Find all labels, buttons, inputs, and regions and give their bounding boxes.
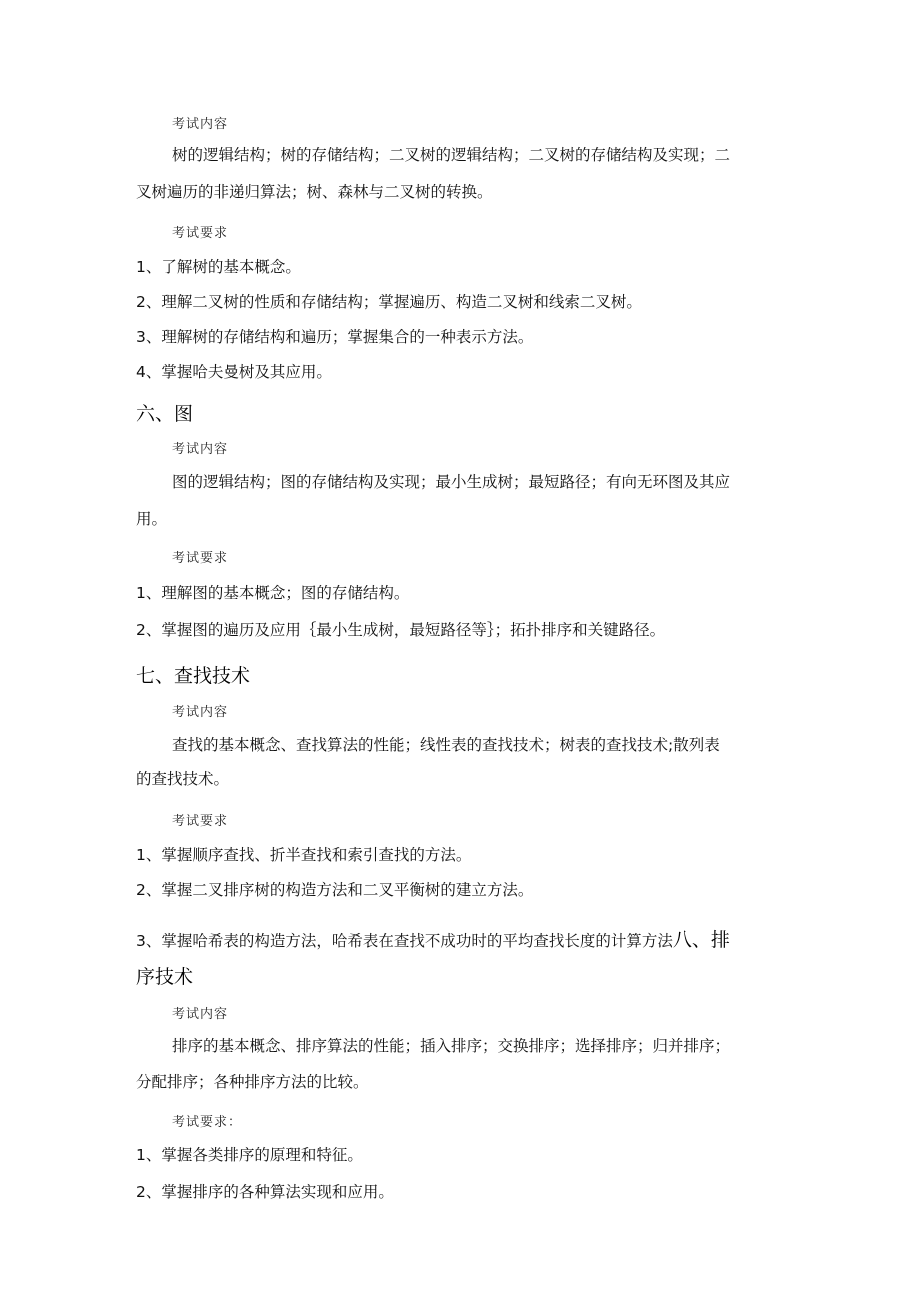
requirement-item: 1、理解图的基本概念；图的存储结构。	[136, 584, 410, 602]
requirement-item: 3、掌握哈希表的构造方法，哈希表在查找不成功时的平均查找长度的计算方法	[136, 932, 673, 950]
requirement-item-with-heading	[136, 925, 730, 952]
content-text-line: 查找的基本概念、查找算法的性能；线性表的查找技术；树表的查找技术;散列表	[172, 736, 720, 754]
requirement-label: 考试要求	[172, 814, 229, 829]
requirement-item: 1、掌握顺序查找、折半查找和索引查找的方法。	[136, 846, 472, 864]
requirement-item: 3、理解树的存储结构和遍历；掌握集合的一种表示方法。	[136, 328, 534, 346]
content-text-line: 分配排序；各种排序方法的比较。	[136, 1073, 369, 1091]
content-label: 考试内容	[172, 442, 229, 457]
requirement-label: 考试要求	[172, 226, 229, 241]
section-heading: 七、查找技术	[136, 665, 251, 687]
content-text-line: 排序的基本概念、排序算法的性能；插入排序；交换排序；选择排序；归并排序；	[172, 1037, 731, 1055]
requirement-item: 4、掌握哈夫曼树及其应用。	[136, 363, 332, 381]
content-text-line: 叉树遍历的非递归算法；树、森林与二叉树的转换。	[136, 183, 493, 201]
section-heading-continued: 序技术	[136, 966, 194, 988]
requirement-item: 2、掌握二叉排序树的构造方法和二叉平衡树的建立方法。	[136, 881, 534, 899]
section-heading: 六、图	[136, 403, 194, 425]
requirement-item: 2、掌握图的遍历及应用｛最小生成树，最短路径等｝；拓扑排序和关键路径。	[136, 621, 666, 639]
content-text-line: 的查找技术。	[136, 770, 230, 788]
requirement-label: 考试要求	[172, 551, 229, 566]
content-label: 考试内容	[172, 1007, 229, 1022]
content-label: 考试内容	[172, 705, 229, 720]
requirement-item: 1、了解树的基本概念。	[136, 258, 301, 276]
content-text-line: 图的逻辑结构；图的存储结构及实现；最小生成树；最短路径；有向无环图及其应	[172, 473, 731, 491]
requirement-item: 2、理解二叉树的性质和存储结构；掌握遍历、构造二叉树和线索二叉树。	[136, 293, 642, 311]
requirement-item: 2、掌握排序的各种算法实现和应用。	[136, 1183, 394, 1201]
section-heading: 八、排	[672, 929, 730, 951]
content-label: 考试内容	[172, 117, 229, 132]
requirement-label: 考试要求：	[172, 1115, 243, 1130]
content-text-line: 用。	[136, 510, 168, 528]
requirement-item: 1、掌握各类排序的原理和特征。	[136, 1146, 363, 1164]
content-text-line: 树的逻辑结构；树的存储结构；二叉树的逻辑结构；二叉树的存储结构及实现；二	[172, 146, 731, 164]
